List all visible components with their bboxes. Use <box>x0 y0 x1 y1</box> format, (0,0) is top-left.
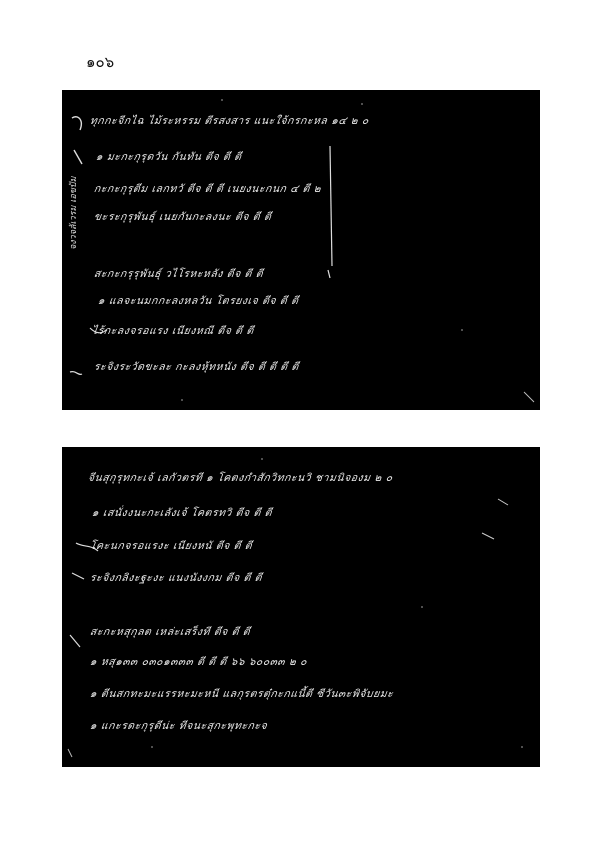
page-number: ๑๐๖ <box>86 53 115 71</box>
plate-1-line-8: ระจิงระวัดขะละ กะลงหุ้ทหนัง ตีจ ตี ตี ตี ตี <box>93 361 300 373</box>
plate-2-line-3: โคะนกจรอแรงะ เนียงหนั ตีจ ตี ตี <box>89 540 253 552</box>
plate-1-line-5: สะกะกรุรุพันธุ์ วไโรหะหลัง ตีจ ตี ตี <box>93 268 264 280</box>
plate-2-line-8: ๑ แกะรดะกุรุดีน่ะ ทีจนะสุกะพุทะกะจ <box>89 720 269 732</box>
plate-1-line-4: ขะระกุรุพันธุ์ เนยกันกะลงนะ ตีจ ตี ตี <box>93 211 273 223</box>
plate-2-line-7: ๑ ตีนสกทะมะแรรหะมะหนี แลกุรตรตุ๋กะกแนี้ตี ซีวัน๓ะพิจับยมะ <box>89 688 395 700</box>
manuscript-plate-1 <box>62 90 540 410</box>
plate-1-line-1: ทุกกะจีกไฉ ไม้ระหรรม ตีรสงสาร แนะใจ้กรกะหล ๑๔ ๒ ๐ <box>89 115 370 127</box>
manuscript-plate-2 <box>62 447 540 767</box>
plate-2-line-1: จีนสุกุรุทกะเจ้ เลกัวตรที ๑ โคตงกำสักวิทกะนวิ ชามนิจองม ๒ ๐ <box>87 472 394 484</box>
plate-1-line-3: กะกะกุรุตีม เลกทวั ตีจ ตี ตี เนยงนะกนก ๔ ตี ๒ <box>93 183 322 195</box>
plate-1-side-label: จงวจลัเวรม เอขปัม <box>69 176 79 250</box>
plate-1-line-2: ๑ มะกะกุรุดวัน กันทัน ตีจ ตี ตี <box>95 151 243 163</box>
plate-2-line-4: ระจิงกลิงะฐะงะ แนงนังงกม ตีจ ตี ตี <box>89 572 263 584</box>
plate-2-line-6: ๑ หสุ๑๓๓ ๐๓๐๑๓๓๓ ตี ตี ตี ๖๖ ๖๐๐๓๓ ๒ ๐ <box>89 656 308 668</box>
plate-2-line-5: สะกะหสุกุลต เหล่ะเสร็งที ตีจ ตี ตี <box>89 626 251 638</box>
plate-1-line-6: ๑ แลจะนมกกะลงหลวัน โตรยงเจ ตีจ ตี ตี <box>97 295 300 307</box>
plate-2-line-2: ๑ เสนั่งงนะกะเลังเจ้ โคตรทวิ ตีจ ตี ตี <box>91 507 273 519</box>
plate-1-line-7: ไร้กะลงจรอแรง เนียงหณี ตีจ ตี ตี <box>91 325 255 337</box>
